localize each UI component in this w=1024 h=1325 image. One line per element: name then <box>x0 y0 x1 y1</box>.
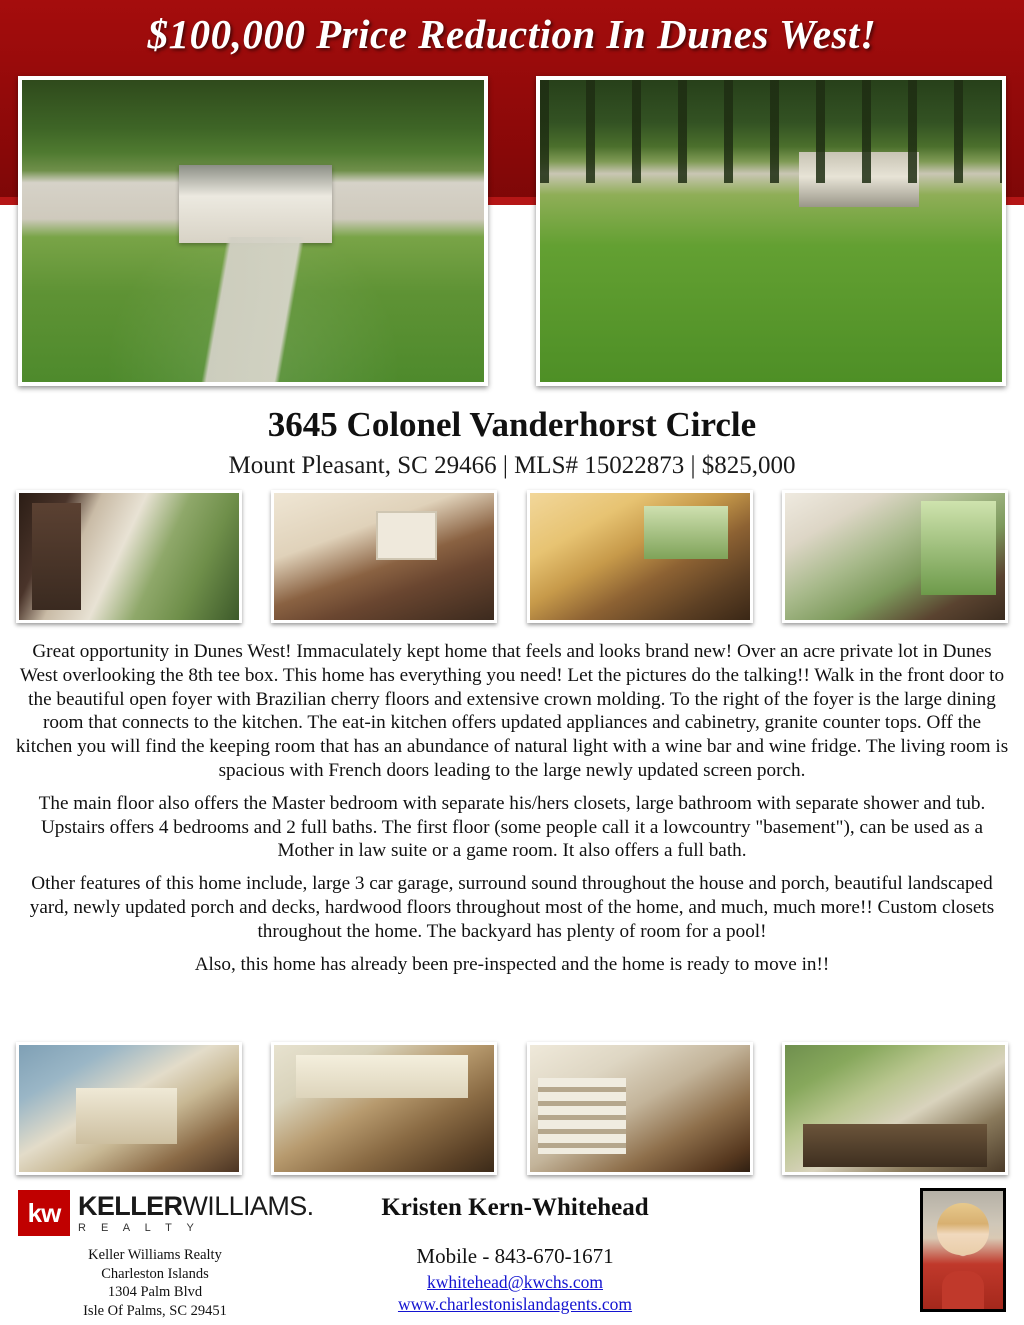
thumbnail-row-top <box>0 490 1024 625</box>
thumb-deck <box>782 1042 1008 1175</box>
description-paragraph-3: Other features of this home include, large 3 car garage, surround sound throughout the house and porch, beautiful landscaped yard, newly updated porch and decks, hardwood floors throughout most of the home, and much, much more!! Custom closets throughout the home. The backyard has plenty of room for a pool! <box>29 873 995 942</box>
hero-photo-row <box>0 76 1024 401</box>
thumb-game-room <box>527 1042 753 1175</box>
thumb-kitchen <box>527 490 753 623</box>
description-paragraph-2: The main floor also offers the Master bedroom with separate his/hers closets, large bathroom with separate shower and tub. Upstairs offers 4 bedrooms and 2 full baths. The first floor (some people call it a lowcountry "basement"), can be used as a Mother in law suite or a game room. It also offers a full bath. <box>38 792 986 862</box>
brokerage-address-line-4: Isle Of Palms, SC 29451 <box>83 1302 227 1319</box>
kw-wordmark <box>78 1190 314 1221</box>
listing-address: 3645 Colonel Vanderhorst Circle <box>267 405 757 444</box>
page-title: $100,000 Price Reduction In Dunes West! <box>147 11 877 57</box>
kw-mark-icon: kw <box>18 1190 70 1236</box>
kw-wordmark-light: WILLIAMS <box>182 1190 307 1221</box>
kw-wordmark-bold: KELLER <box>78 1190 183 1221</box>
brokerage-address-line-2: Charleston Islands <box>101 1265 209 1282</box>
keller-williams-logo <box>18 1190 314 1236</box>
agent-mobile: Mobile - 843-670-1671 <box>416 1244 614 1268</box>
rear-exterior-photo <box>536 76 1006 386</box>
description-paragraph-4: Also, this home has already been pre-inspected and the home is ready to move in!! <box>194 953 830 975</box>
listing-subline: Mount Pleasant, SC 29466 | MLS# 15022873 | $825,000 <box>228 452 796 479</box>
thumb-front-porch <box>16 490 242 623</box>
thumb-screen-porch <box>782 490 1008 623</box>
thumb-master-bedroom <box>16 1042 242 1175</box>
brokerage-address-line-1: Keller Williams Realty <box>88 1247 222 1263</box>
thumbnail-row-bottom <box>0 1042 1024 1177</box>
front-exterior-photo <box>18 76 488 386</box>
agent-headshot <box>920 1188 1006 1312</box>
kw-realty-label: R E A L T Y <box>78 1221 200 1234</box>
agent-name: Kristen Kern-Whitehead <box>381 1194 649 1221</box>
description-paragraph-1: Great opportunity in Dunes West! Immaculately kept home that feels and looks brand new! Over an acre private lot in Dunes West overlooking the 8th tee box. This home has everything you need! Let the pictures do the talking!! Walk in the front door to the beautiful open foyer with Brazilian cherry floors and extensive crown molding. To the right of the foyer is the large dining room that connects to the kitchen. The eat-in kitchen offers updated appliances and cabinetry, granite counter tops. Off the kitchen you will find the keeping room that has an abundance of natural light with a wine bar and wine fridge. The living room is spacious with French doors leading to the large newly updated screen porch. <box>15 641 1009 781</box>
agent-website-link[interactable]: www.charlestonislandagents.com <box>397 1294 633 1314</box>
thumb-living-room <box>271 490 497 623</box>
agent-email-link[interactable]: kwhitehead@kwchs.com <box>427 1272 603 1292</box>
property-description <box>14 640 1010 985</box>
footer <box>0 1182 1024 1325</box>
thumb-master-bath <box>271 1042 497 1175</box>
kw-wordmark-reg: . <box>306 1190 314 1221</box>
brokerage-address <box>10 1246 300 1320</box>
brokerage-address-line-3: 1304 Palm Blvd <box>107 1284 203 1301</box>
